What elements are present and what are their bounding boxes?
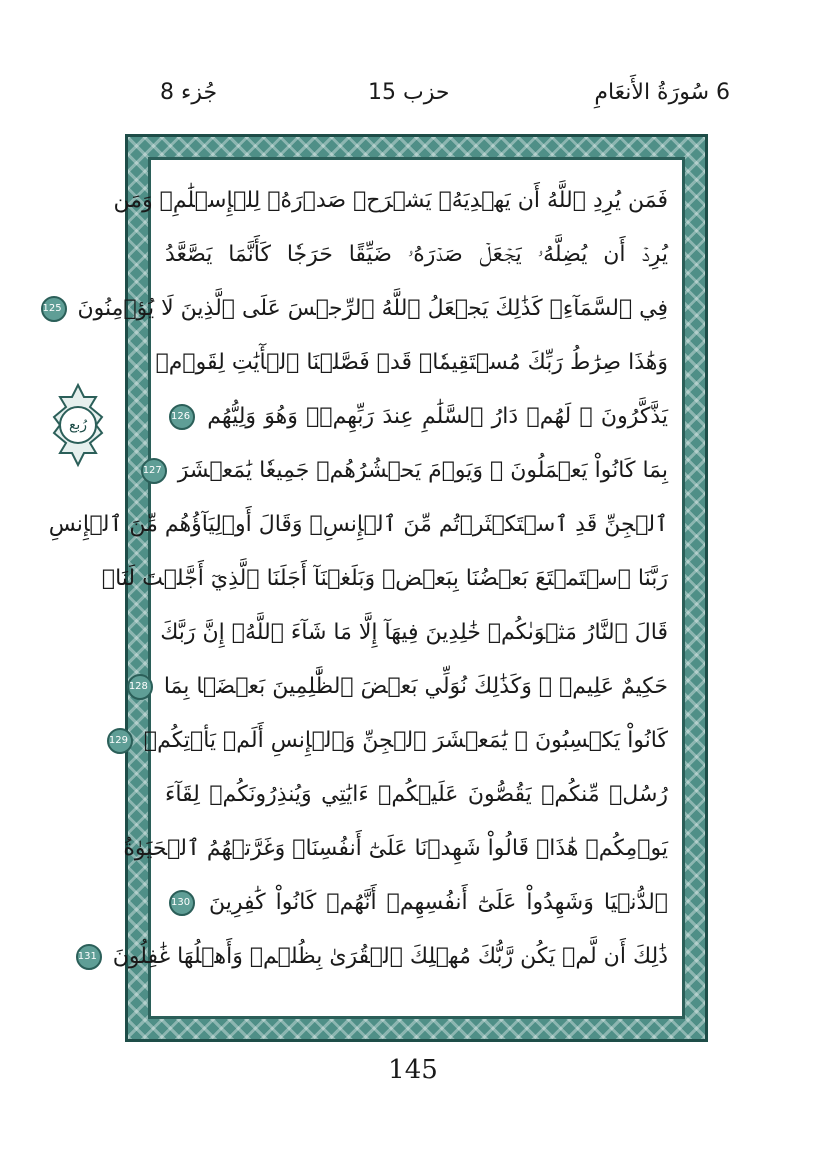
hizb-label: حزب 15 [368, 80, 450, 105]
rub-label: رُبع [68, 417, 88, 433]
line-text: فَمَن يُرِدِ ٱللَّهُ أَن يَهۡدِيَهُۥ يَشۡرَحۡ صَدۡرَهُۥ لِلۡإِسۡلَٰمِۖ وَمَن [113, 188, 668, 213]
text-line-3 [42, 282, 682, 336]
line-text: ذَٰلِكَ أَن لَّمۡ يَكُن رَّبُّكَ مُهۡلِكَ ٱلۡقُرَىٰ بِظُلۡمٖ وَأَهۡلُهَا غَٰفِلُونَ [112, 944, 668, 969]
text-line-10 [128, 660, 682, 714]
line-text: رَبَّنَا ٱسۡتَمۡتَعَ بَعۡضُنَا بِبَعۡضٖ وَبَلَغۡنَآ أَجَلَنَا ٱلَّذِيٓ أَجَّلۡتَ لَنَاۚ [101, 566, 668, 591]
text-line-14 [151, 876, 682, 930]
text-line-5 [151, 390, 682, 444]
line-text: كَانُواْ يَكۡسِبُونَ ۞ يَٰمَعۡشَرَ ٱلۡجِنِّ وَٱلۡإِنسِ أَلَمۡ يَأۡتِكُمۡ [143, 728, 668, 753]
text-line-4 [151, 336, 682, 390]
text-line-13 [123, 822, 682, 876]
line-text: ٱلۡجِنِّ قَدِ ٱسۡتَكۡثَرۡتُم مِّنَ ٱلۡإِنسِۖ وَقَالَ أَوۡلِيَآؤُهُم مِّنَ ٱلۡإِنسِ [48, 512, 668, 537]
line-text: يَذَّكَّرُونَ ۞ لَهُمۡ دَارُ ٱلسَّلَٰمِ عِندَ رَبِّهِمۡۖ وَهُوَ وَلِيُّهُم [207, 404, 668, 429]
text-line-8 [101, 552, 682, 606]
rub-marker [50, 383, 106, 467]
line-text: وَهَٰذَا صِرَٰطُ رَبِّكَ مُسۡتَقِيمٗاۗ قَدۡ فَصَّلۡنَا ٱلۡأٓيَٰتِ لِقَوۡمٖ [155, 350, 668, 375]
line-text: فِي ٱلسَّمَآءِۚ كَذَٰلِكَ يَجۡعَلُ ٱللَّهُ ٱلرِّجۡسَ عَلَى ٱلَّذِينَ لَا يُؤۡمِنُونَ [77, 296, 668, 321]
page-header [0, 80, 826, 120]
text-line-12 [151, 768, 682, 822]
juz-label: جُزء 8 [160, 80, 218, 105]
line-text: يُرِدۡ أَن يُضِلَّهُۥ يَجۡعَلۡ صَدۡرَهُۥ ضَيِّقًا حَرَجٗا كَأَنَّمَا يَصَّعَّدُ [165, 242, 668, 267]
line-text: يَوۡمِكُمۡ هَٰذَاۚ قَالُواْ شَهِدۡنَا عَلَىٰٓ أَنفُسِنَاۖ وَغَرَّتۡهُمُ ٱلۡحَيَوٰةُ [123, 836, 668, 861]
ayah-number-icon: 131 [76, 944, 102, 970]
ayah-number-icon: 127 [141, 458, 167, 484]
ayah-number-icon: 128 [127, 674, 153, 700]
text-line-15 [77, 930, 682, 984]
line-text: بِمَا كَانُواْ يَعۡمَلُونَ ۞ وَيَوۡمَ يَحۡشُرُهُمۡ جَمِيعٗا يَٰمَعۡشَرَ [177, 458, 668, 483]
ayah-number-icon: 130 [169, 890, 195, 916]
text-line-11 [108, 714, 682, 768]
line-text: قَالَ ٱلنَّارُ مَثۡوَىٰكُمۡ خَٰلِدِينَ فِيهَآ إِلَّا مَا شَآءَ ٱللَّهُۚ إِنَّ رَبَّكَ [160, 620, 668, 645]
text-line-2 [151, 228, 682, 282]
ayah-number-icon: 126 [169, 404, 195, 430]
text-line-9 [151, 606, 682, 660]
line-text: رُسُلٞ مِّنكُمۡ يَقُصُّونَ عَلَيۡكُمۡ ءَايَٰتِي وَيُنذِرُونَكُمۡ لِقَآءَ [165, 782, 668, 807]
ayah-number-icon: 129 [107, 728, 133, 754]
line-text: حَكِيمٌ عَلِيمٞ ۞ وَكَذَٰلِكَ نُوَلِّي بَعۡضَ ٱلظَّٰلِمِينَ بَعۡضَۢا بِمَا [163, 674, 668, 699]
surah-title: 6 سُورَةُ الأَنعَامِ [594, 80, 730, 105]
text-line-7 [48, 498, 682, 552]
line-text: ٱلدُّنۡيَا وَشَهِدُواْ عَلَىٰٓ أَنفُسِهِمۡ أَنَّهُمۡ كَانُواْ كَٰفِرِينَ [209, 890, 668, 915]
text-line-6 [142, 444, 682, 498]
text-line-1 [113, 174, 682, 228]
ayah-number-icon: 125 [41, 296, 67, 322]
page-number: 145 [388, 1055, 438, 1085]
